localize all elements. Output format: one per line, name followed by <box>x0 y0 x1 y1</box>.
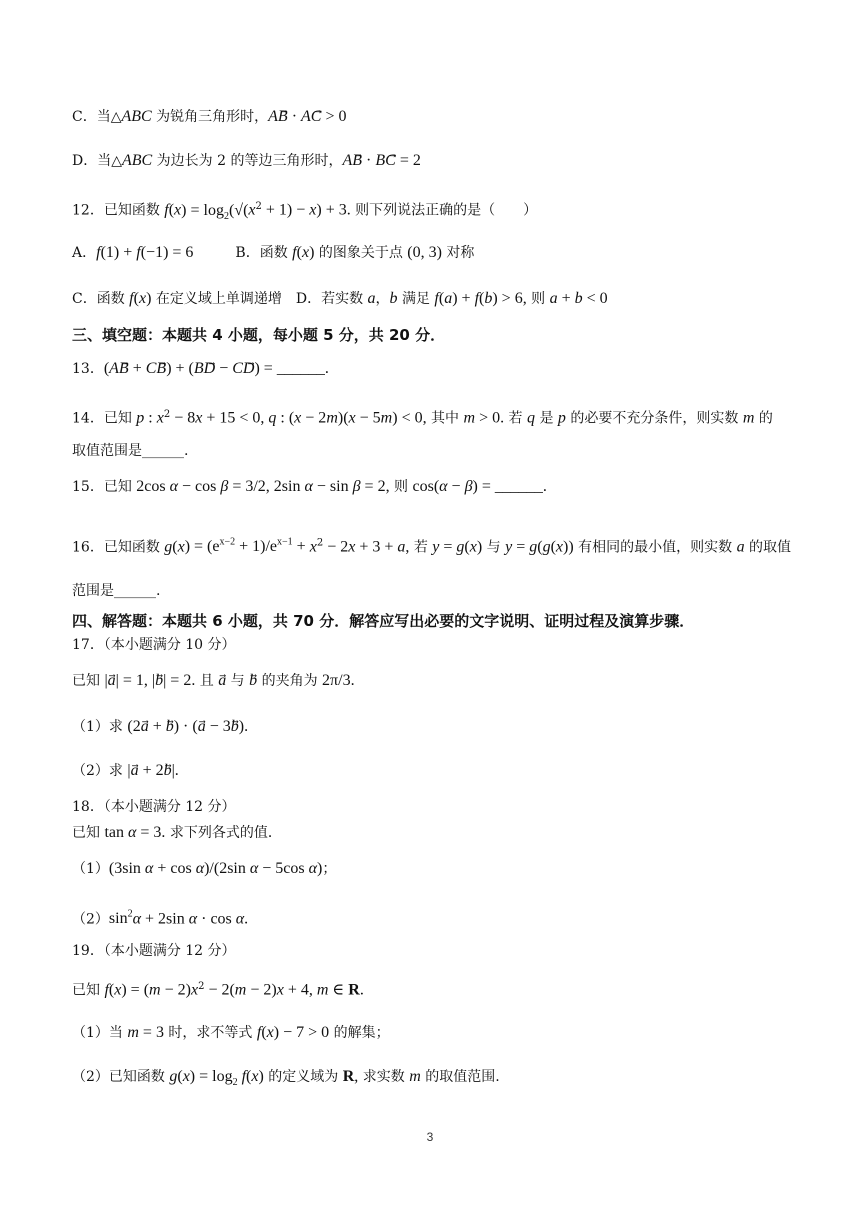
question-17-stem: 已知 |a| = 1, |b| = 2. 且 a⃗ 与 b⃗ 的夹角为 2π/3. <box>72 672 355 689</box>
question-18-part1: （1）(3sin α + cos α)/(2sin α − 5cos α)； <box>72 860 337 877</box>
question-18-header: 18．（本小题满分 12 分） <box>72 799 236 815</box>
question-17-header: 17．（本小题满分 10 分） <box>72 637 236 653</box>
question-18-stem: 已知 tan α = 3. 求下列各式的值． <box>72 824 282 841</box>
question-14-cont: 取值范围是______. <box>72 443 189 459</box>
option-11d: D．当△ABC 为边长为 2 的等边三角形时，AB · BC = 2 <box>72 152 421 169</box>
question-19-stem: 已知 $f(x) = (m - 2)x^2 - 2(m - 2)x + 4$, m ∈ R. <box>72 981 364 999</box>
section-fill-in-heading: 三、填空题：本题共 4 小题，每小题 5 分，共 20 分． <box>72 326 446 344</box>
question-15: 15．已知 2cos α − cos β = 3/2, 2sin α − sin β = 2, 则 cos(α − β) = ______. <box>72 478 547 495</box>
question-19-part2: （2）已知函数 $g(x) = \log_2 f(x)$ 的定义域为 R, 求实数 m 的取值范围. <box>72 1068 500 1089</box>
question-12: 12．已知函数 $f(x) = \log_2(√(x^2 + 1) - x) + 3$. 则下列说法正确的是（ ） <box>72 201 538 222</box>
question-13: 13．(AB + CB) + (BD − CD) = ______. <box>72 360 329 377</box>
question-17-part1: （1）求 (2a + b) · (a − 3b). <box>72 718 249 735</box>
page-number: 3 <box>426 1130 434 1144</box>
question-18-part2: $(2)\sin^2\alpha + 2\sin$ α · cos α. <box>72 909 249 928</box>
option-12a-12b: A．f(1) + f(−1) = 6 B．函数 f(x) 的图象关于点 (0, 3) 对称 <box>72 244 475 261</box>
section-solution-heading: 四、解答题：本题共 6 小题，共 70 分．解答应写出必要的文字说明、证明过程及演算步骤． <box>72 612 695 630</box>
question-19-header: 19．（本小题满分 12 分） <box>72 943 236 959</box>
question-14: 14．已知 p : $x^2 - 8x + 15 < 0$, q : (x − 2m)(x − 5m) < 0, 其中 m > 0. 若 q 是 p 的必要不充分条件，则实数 m 的 <box>72 409 773 427</box>
option-11c: C．当△ABC 为锐角三角形时，AB · AC > 0 <box>72 108 347 125</box>
question-16-cont: 范围是______. <box>72 583 161 599</box>
question-17-part2: （2）求 |a + 2b|. <box>72 762 179 779</box>
option-12c-12d: C．函数 f(x) 在定义域上单调递增 D．若实数 a，b 满足 f(a) + f(b) > 6, 则 a + b < 0 <box>72 290 608 307</box>
question-19-part1: （1）当 m = 3 时，求不等式 f(x) − 7 > 0 的解集； <box>72 1024 390 1041</box>
question-16: 16．已知函数 $g(x) = (e^{x-2} + 1)/e^{x-1} + x^2 - 2x + 3 + a$, 若 y = g(x) 与 y = g(g(x)) 有相同的最小值，则实数 a 的取值 <box>72 537 792 556</box>
